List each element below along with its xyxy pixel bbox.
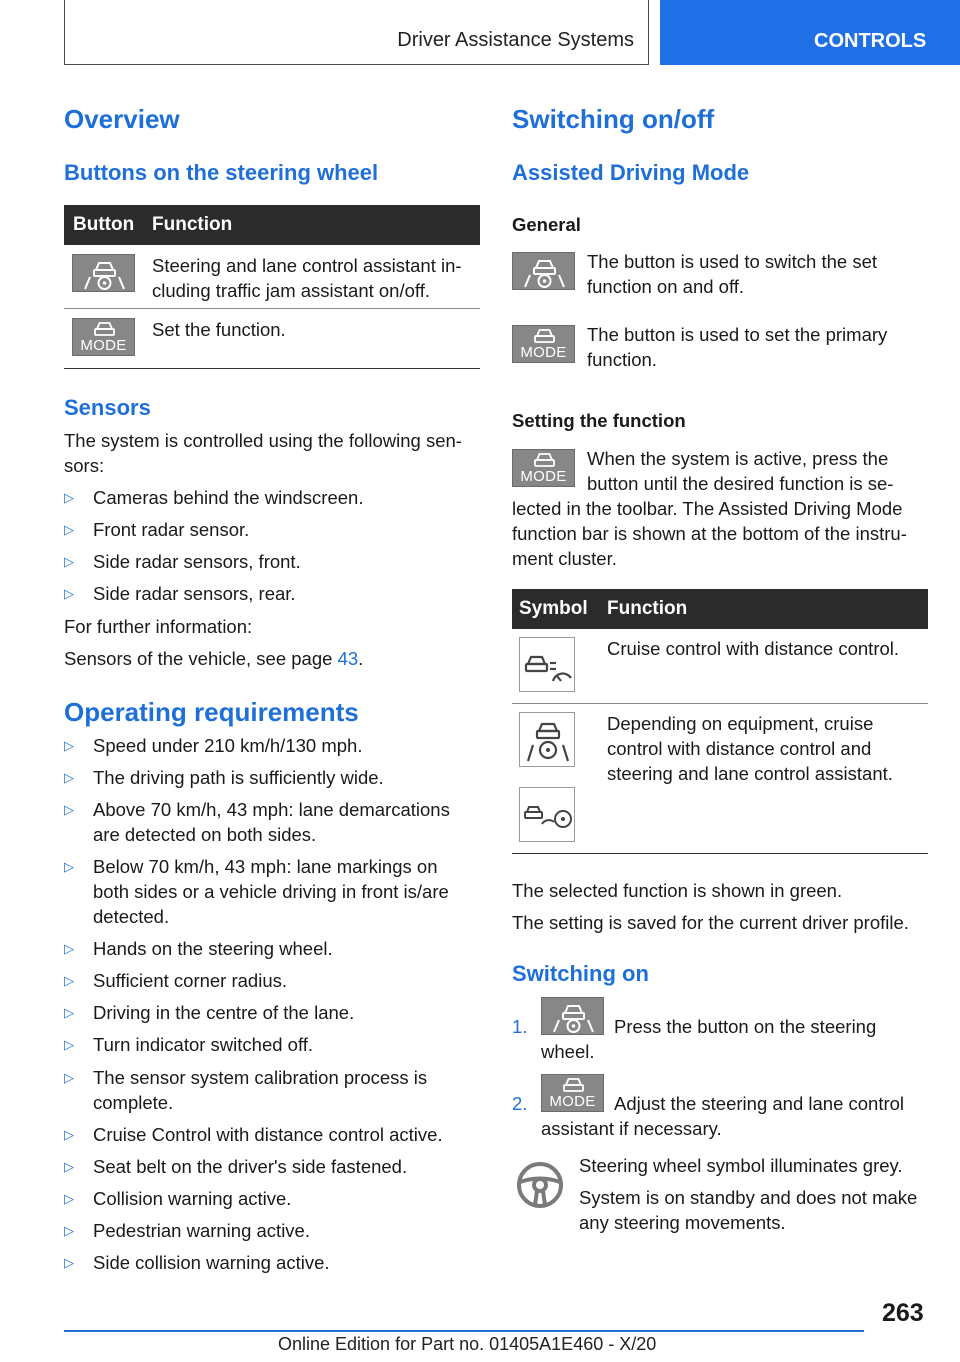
steering-assistant-button-icon <box>512 252 575 290</box>
operating-requirements-heading: Operating requirements <box>64 697 359 727</box>
bullet-triangle-icon: ▷ <box>64 554 74 569</box>
header-chapter-title: CONTROLS <box>814 30 927 52</box>
button-table-header <box>64 205 480 245</box>
standby-line1: System is on standby and does not make <box>579 1187 918 1208</box>
bullet-triangle-icon: ▷ <box>64 1127 74 1142</box>
step1-line1: Press the button on the steering <box>614 1016 877 1037</box>
header-section-box <box>64 0 649 65</box>
symbol-table-divider <box>512 703 928 704</box>
bullet-triangle-icon: ▷ <box>64 802 74 817</box>
bullet-triangle-icon: ▷ <box>64 973 74 988</box>
button-row2-text: Set the function. <box>152 319 286 340</box>
sensors-intro-line1: The system is controlled using the following sen- <box>64 430 462 451</box>
cruise-control-distance-icon <box>519 637 575 692</box>
setting-function-label: Setting the function <box>512 410 686 431</box>
bullet-triangle-icon: ▷ <box>64 1070 74 1085</box>
step1-number: 1. <box>512 1016 528 1037</box>
cruise-steering-combined-icon <box>519 787 575 842</box>
setting-saved-text: The setting is saved for the current driver profile. <box>512 912 909 933</box>
button-row1-text2: cluding traffic jam assistant on/off. <box>152 280 430 301</box>
page-43-link[interactable]: 43 <box>337 648 359 669</box>
mode-button-label: MODE <box>80 337 127 354</box>
sensors-intro-line2: sors: <box>64 455 105 476</box>
bullet-triangle-icon: ▷ <box>64 1255 74 1270</box>
general-text2-line2: function. <box>587 349 657 370</box>
bullet-triangle-icon: ▷ <box>64 1191 74 1206</box>
general-text2-line1: The button is used to set the primary <box>587 324 888 345</box>
bullet-triangle-icon: ▷ <box>64 859 74 874</box>
step2-line2: assistant if necessary. <box>541 1118 722 1139</box>
general-label: General <box>512 214 581 235</box>
page-number: 263 <box>882 1299 924 1327</box>
assisted-driving-mode-heading: Assisted Driving Mode <box>512 160 750 185</box>
steering-wheel-grey-icon <box>515 1160 565 1210</box>
bullet-triangle-icon: ▷ <box>64 1005 74 1020</box>
wheel-grey-text: Steering wheel symbol illuminates grey. <box>579 1155 903 1176</box>
further-info-text: For further information: <box>64 616 253 637</box>
setting-text-line5: ment cluster. <box>512 548 617 569</box>
mode-button-label: MODE <box>520 344 567 361</box>
mode-button-label: MODE <box>520 468 567 485</box>
button-table-divider <box>64 308 480 309</box>
setting-text-line1: When the system is active, press the <box>587 448 889 469</box>
steering-assistant-button-icon <box>541 997 604 1035</box>
symbol-row2-line1: Depending on equipment, cruise <box>607 713 874 734</box>
standby-line2: any steering movements. <box>579 1212 786 1233</box>
mode-button-label: MODE <box>549 1093 596 1110</box>
bullet-triangle-icon: ▷ <box>64 1159 74 1174</box>
step2-number: 2. <box>512 1093 528 1114</box>
setting-text-line4: function bar is shown at the bottom of the instru- <box>512 523 907 544</box>
general-text1-line2: function on and off. <box>587 276 745 297</box>
button-col-header: Button <box>73 214 135 235</box>
overview-heading: Overview <box>64 104 180 134</box>
symbol-row2-line3: steering and lane control assistant. <box>607 763 893 784</box>
steering-lane-assistant-icon <box>519 712 575 767</box>
setting-text-line3: lected in the toolbar. The Assisted Driving Mode <box>512 498 903 519</box>
general-text1-line1: The button is used to switch the set <box>587 251 877 272</box>
bullet-triangle-icon: ▷ <box>64 586 74 601</box>
mode-button-icon <box>512 449 575 487</box>
step2-line1: Adjust the steering and lane control <box>614 1093 905 1114</box>
footer-edition-text: Online Edition for Part no. 01405A1E460 - X/20 <box>278 1334 657 1354</box>
mode-button-icon <box>541 1074 604 1112</box>
symbol-row1-text: Cruise control with distance control. <box>607 638 900 659</box>
symbol-table-bottom-rule <box>512 853 928 854</box>
function-col-header: Function <box>607 598 688 619</box>
switching-on-heading: Switching on <box>512 961 649 986</box>
sensors-heading: Sensors <box>64 395 151 420</box>
symbol-row2-line2: control with distance control and <box>607 738 872 759</box>
function-col-header: Function <box>152 214 233 235</box>
bullet-triangle-icon: ▷ <box>64 941 74 956</box>
bullet-triangle-icon: ▷ <box>64 1037 74 1052</box>
buttons-heading: Buttons on the steering wheel <box>64 160 379 185</box>
setting-text-line2: button until the desired function is se- <box>587 473 894 494</box>
button-row1-text1: Steering and lane control assistant in- <box>152 255 462 276</box>
mode-button-icon <box>72 318 135 356</box>
mode-button-icon <box>512 325 575 363</box>
selected-green-text: The selected function is shown in green. <box>512 880 843 901</box>
bullet-triangle-icon: ▷ <box>64 1223 74 1238</box>
button-table-bottom-rule <box>64 368 480 369</box>
steering-assistant-button-icon <box>72 254 135 292</box>
sensors-reference: Sensors of the vehicle, see page 43. <box>64 648 364 669</box>
symbol-col-header: Symbol <box>519 598 588 619</box>
header-section-title: Driver Assistance Systems <box>397 29 634 51</box>
bullet-triangle-icon: ▷ <box>64 770 74 785</box>
header-chapter-tab <box>660 0 960 65</box>
bullet-triangle-icon: ▷ <box>64 738 74 753</box>
symbol-table-header <box>512 589 928 629</box>
switching-on-off-heading: Switching on/off <box>512 104 715 134</box>
bullet-triangle-icon: ▷ <box>64 490 74 505</box>
step1-line2: wheel. <box>541 1041 595 1062</box>
bullet-triangle-icon: ▷ <box>64 522 74 537</box>
footer-rule <box>64 1330 864 1332</box>
